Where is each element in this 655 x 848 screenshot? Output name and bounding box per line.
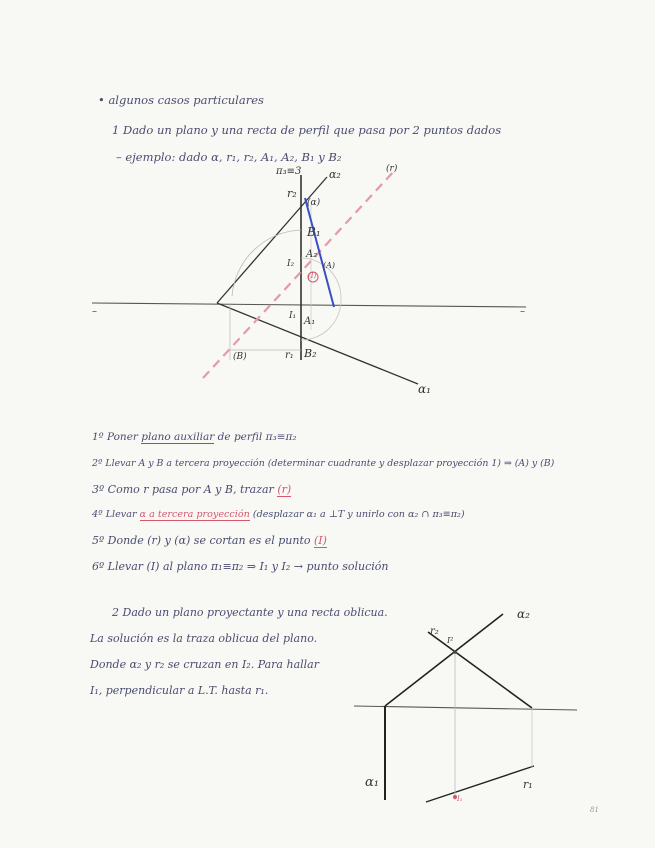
step-5: 5º Donde (r) y (α) se cortan es el punto (I) [92, 534, 327, 547]
step-1: 1º Poner plano auxiliar de perfil π₃≡π₂ [92, 431, 297, 443]
label-alpha-paren: (α) [307, 198, 321, 208]
label-alpha2: α₂ [329, 168, 341, 181]
label-A1: A₁ [304, 316, 316, 327]
label-A2: A₂ [306, 249, 318, 260]
r2-line [428, 632, 532, 708]
step-4: 4º Llevar α a tercera proyección (desplazar α₁ a ⊥T y unirlo con α₂ ∩ π₃≡π₂) [92, 509, 465, 520]
label-r-paren: (r) [386, 164, 398, 174]
heading: • algunos casos particulares [98, 93, 264, 107]
step-2: 2º Llevar A y B a tercera proyección (determinar cuadrante y desplazar proyección 1) ⇒ (A) y (B) [92, 458, 555, 469]
step-6: 6º Llevar (I) al plano π₁≡π₂ ⇒ I₁ y I₂ → punto solución [92, 560, 389, 573]
label-B-paren: (B) [233, 352, 247, 362]
step-3: 3º Como r pasa por A y B, trazar (r) [92, 483, 292, 496]
label-dash-right: – [520, 306, 525, 317]
I2-point [453, 650, 457, 654]
fig2-label-I1: I₁ [457, 795, 463, 803]
label-pi3: π₃≡3 [276, 166, 302, 177]
label-dash-left: – [92, 306, 97, 317]
label-r2: r₂ [287, 187, 297, 200]
page-number: 81 [590, 806, 599, 814]
label-B1: B₁ [307, 225, 321, 239]
fig2-label-I2: I² [447, 636, 454, 645]
ground-line-2 [354, 706, 577, 710]
case2-line-4: I₁, perpendicular a L.T. hasta r₁. [90, 684, 269, 697]
label-A-paren: (A) [323, 261, 336, 270]
label-I-paren: (I) [308, 272, 317, 280]
label-alpha1: α₁ [418, 382, 431, 396]
fig2-label-alpha1: α₁ [365, 775, 379, 790]
case1-title: 1 Dado un plano y una recta de perfil que pasa por 2 puntos dados [112, 123, 502, 137]
fig2-label-r2: r₂ [430, 626, 439, 637]
label-I2: I₂ [287, 259, 295, 269]
case2-line-3: Donde α₂ y r₂ se cruzan en I₂. Para hallar [90, 658, 319, 671]
label-I1: I₁ [289, 311, 297, 321]
r1-line [426, 766, 534, 802]
label-B2: B₂ [304, 347, 317, 360]
label-r1: r₁ [285, 350, 294, 361]
fig2-label-alpha2: α₂ [517, 607, 530, 621]
alpha2-trace-2 [385, 614, 503, 706]
case1-example: – ejemplo: dado α, r₁, r₂, A₁, A₂, B₁ y B₂ [116, 150, 342, 164]
case2-line-2: La solución es la traza oblicua del plano. [90, 632, 318, 645]
case2-line-1: 2 Dado un plano proyectante y una recta oblicua. [112, 606, 388, 619]
fig2-label-r1: r₁ [523, 778, 533, 791]
